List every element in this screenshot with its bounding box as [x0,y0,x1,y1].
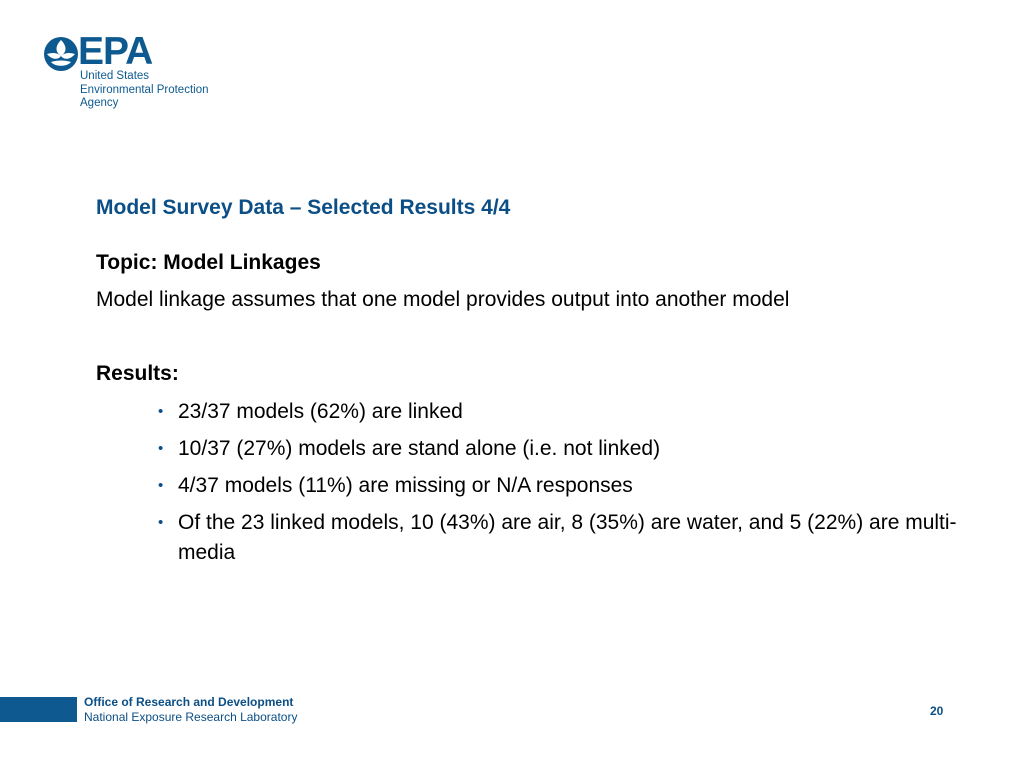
list-item [158,397,958,427]
list-item-text: 10/37 (27%) models are stand alone (i.e. not linked) [178,437,661,460]
agency-line-2: Environmental Protection [80,83,209,96]
epa-wordmark: EPA [78,30,153,73]
bullet-icon: • [158,477,164,494]
topic-heading: Topic: Model Linkages [96,251,321,274]
list-item-text: 23/37 models (62%) are linked [178,400,463,423]
results-list [158,397,958,575]
agency-line-3: Agency [80,97,119,109]
footer-accent-bar [0,697,77,722]
bullet-icon: • [158,440,164,457]
epa-flower-icon [43,36,79,72]
epa-logo [43,30,243,116]
list-item [158,471,958,501]
bullet-icon: • [158,514,164,531]
agency-name [80,70,208,111]
footer-office: Office of Research and Development [84,695,294,709]
list-item [158,434,958,464]
list-item-text: 4/37 models (11%) are missing or N/A responses [178,474,633,497]
slide-title: Model Survey Data – Selected Results 4/4 [96,196,511,219]
agency-line-1: United States [80,70,150,82]
page-number: 20 [930,704,944,718]
footer-lab: National Exposure Research Laboratory [84,710,298,724]
list-item-text: Of the 23 linked models, 10 (43%) are air, 8 (35%) are water, and 5 (22%) are multi-media [178,511,957,564]
topic-description: Model linkage assumes that one model provides output into another model [96,288,790,311]
results-heading: Results: [96,362,179,385]
list-item [158,508,958,568]
bullet-icon: • [158,403,164,420]
